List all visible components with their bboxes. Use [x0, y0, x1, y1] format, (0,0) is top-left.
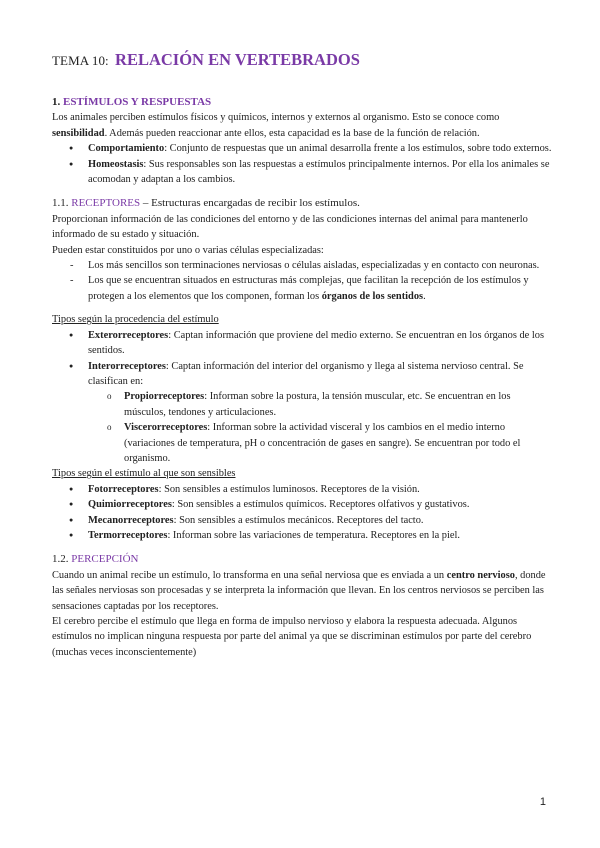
- item-text: : Son sensibles a estímulos químicos. Receptores olfativos y gustativos.: [171, 499, 470, 511]
- list-item: [52, 273, 552, 304]
- bold-term: Mecanorreceptores: [88, 514, 174, 526]
- section-1-1-paragraph-2: Pueden estar constituidos por uno o varias células especializadas:: [52, 244, 324, 256]
- bold-term: Propiorreceptores: [124, 391, 205, 403]
- bold-term: sensibilidad: [52, 127, 105, 139]
- origin-types-heading: Tipos según la procedencia del estímulo: [52, 314, 219, 326]
- bold-term: Viscerorreceptores: [124, 422, 208, 434]
- item-text: : Son sensibles a estímulos luminosos. Receptores de la visión.: [158, 483, 420, 495]
- item-text: : Captan información del interior del organismo y llega al sistema nervioso central. Se clasifican en:: [88, 360, 524, 387]
- section-1-title: ESTÍMULOS Y RESPUESTAS: [63, 96, 212, 108]
- list-item: [52, 157, 552, 188]
- title-main: RELACIÓN EN VERTEBRADOS: [115, 50, 360, 69]
- stimulus-types-list: [52, 482, 552, 544]
- bold-term: Termorreceptores: [88, 529, 168, 541]
- document-body: [52, 95, 552, 660]
- item-text: .: [423, 290, 426, 302]
- paragraph-text: , donde las señales nerviosas son procesadas y se interpreta la información que llevan. En los centros nerviosos se perciben las sensaciones captadas por los receptores.: [52, 569, 546, 612]
- item-text: : Conjunto de respuestas que un animal desarrolla frente a los estímulos, sobre todo externos.: [164, 143, 552, 155]
- bold-term: Homeostasis: [88, 158, 144, 170]
- section-1-paragraph: [52, 110, 552, 141]
- list-item: [52, 141, 552, 156]
- list-item: [52, 513, 552, 528]
- bold-term: Exterorreceptores: [88, 329, 169, 341]
- cell-types-list: [52, 258, 552, 304]
- item-text: Los que se encuentran situados en estructuras más complejas, que facilitan la recepción de los estímulos y protegen a los elementos que los componen, forman los: [88, 275, 529, 302]
- section-1-2-title: PERCEPCIÓN: [71, 553, 139, 566]
- section-1-2-paragraph: [52, 568, 552, 614]
- interoreceptor-sublist: [52, 389, 552, 466]
- list-item: [52, 482, 552, 497]
- list-item: [52, 328, 552, 359]
- bold-term: órganos de los sentidos: [321, 290, 424, 302]
- item-text: : Informan sobre la actividad visceral y los cambios en el medio interno (variaciones de temperatura, pH o concentración de gases en sangre). Se encuentran por todo el organismo.: [124, 422, 521, 464]
- bold-term: Fotorreceptores: [88, 483, 159, 495]
- stimulus-types-heading: Tipos según el estímulo al que son sensibles: [52, 468, 236, 480]
- item-text: : Sus responsables son las respuestas a estímulos principalmente internos. Por ella los animales se acomodan y adaptan a los cambios.: [88, 158, 550, 186]
- page-title: [52, 50, 360, 70]
- page-number: 1: [539, 796, 546, 808]
- section-1-2-heading: [52, 552, 552, 567]
- section-1-1-heading: [52, 196, 552, 211]
- list-item: [52, 359, 552, 390]
- list-item: [52, 420, 552, 466]
- bold-term: Comportamiento: [88, 143, 165, 155]
- section-1-1-paragraph: Proporcionan información de las condiciones del entorno y de las condiciones internas del animal para mantenerlo informado de su estado y situación.: [52, 213, 528, 241]
- paragraph-text: Cuando un animal recibe un estímulo, lo transforma en una señal nerviosa que es enviada a un: [52, 569, 447, 581]
- section-1-heading: [52, 95, 552, 110]
- bold-term: Interorreceptores: [88, 360, 166, 372]
- section-1-bullets: [52, 141, 552, 187]
- title-prefix: TEMA 10:: [52, 53, 109, 68]
- list-item: [52, 258, 552, 273]
- paragraph-text: Los animales perciben estímulos físicos y químicos, internos y externos al organismo. Esto se conoce como: [52, 112, 500, 124]
- paragraph-text: . Además pueden reaccionar ante ellos, esta capacidad es la base de la función de relación.: [104, 127, 480, 139]
- section-1-2-paragraph-2: El cerebro percibe el estímulo que llega en forma de impulso nervioso y elabora la respuesta adecuada. Algunos estímulos no implican ninguna respuesta por parte del animal ya que se discriminan estímulos por parte del cerebro (muchas veces inconscientemente): [52, 616, 532, 658]
- item-text: : Informan sobre la postura, la tensión muscular, etc. Se encuentran en los músculos, tendones y articulaciones.: [124, 391, 511, 418]
- list-item: [52, 497, 552, 512]
- bold-term: Quimiorreceptores: [88, 499, 172, 511]
- origin-types-list: [52, 328, 552, 390]
- section-1-1-number: 1.1.: [52, 197, 69, 210]
- list-item: [52, 528, 552, 543]
- item-text: : Captan información que proviene del medio externo. Se encuentran en los órganos de los sentidos.: [88, 329, 544, 357]
- section-1-number: 1.: [52, 96, 61, 108]
- item-text: : Son sensibles a estímulos mecánicos. Receptores del tacto.: [173, 514, 424, 526]
- section-1-1-title: RECEPTORES: [71, 197, 141, 210]
- item-text: : Informan sobre las variaciones de temperatura. Receptores en la piel.: [167, 529, 460, 541]
- heading-description: – Estructuras encargadas de recibir los estímulos.: [140, 197, 360, 210]
- item-text: Los más sencillos son terminaciones nerviosas o células aisladas, especializadas y en contacto con neuronas.: [88, 260, 540, 272]
- section-1-2-number: 1.2.: [52, 553, 69, 566]
- list-item: [52, 389, 552, 420]
- bold-term: centro nervioso: [446, 569, 515, 581]
